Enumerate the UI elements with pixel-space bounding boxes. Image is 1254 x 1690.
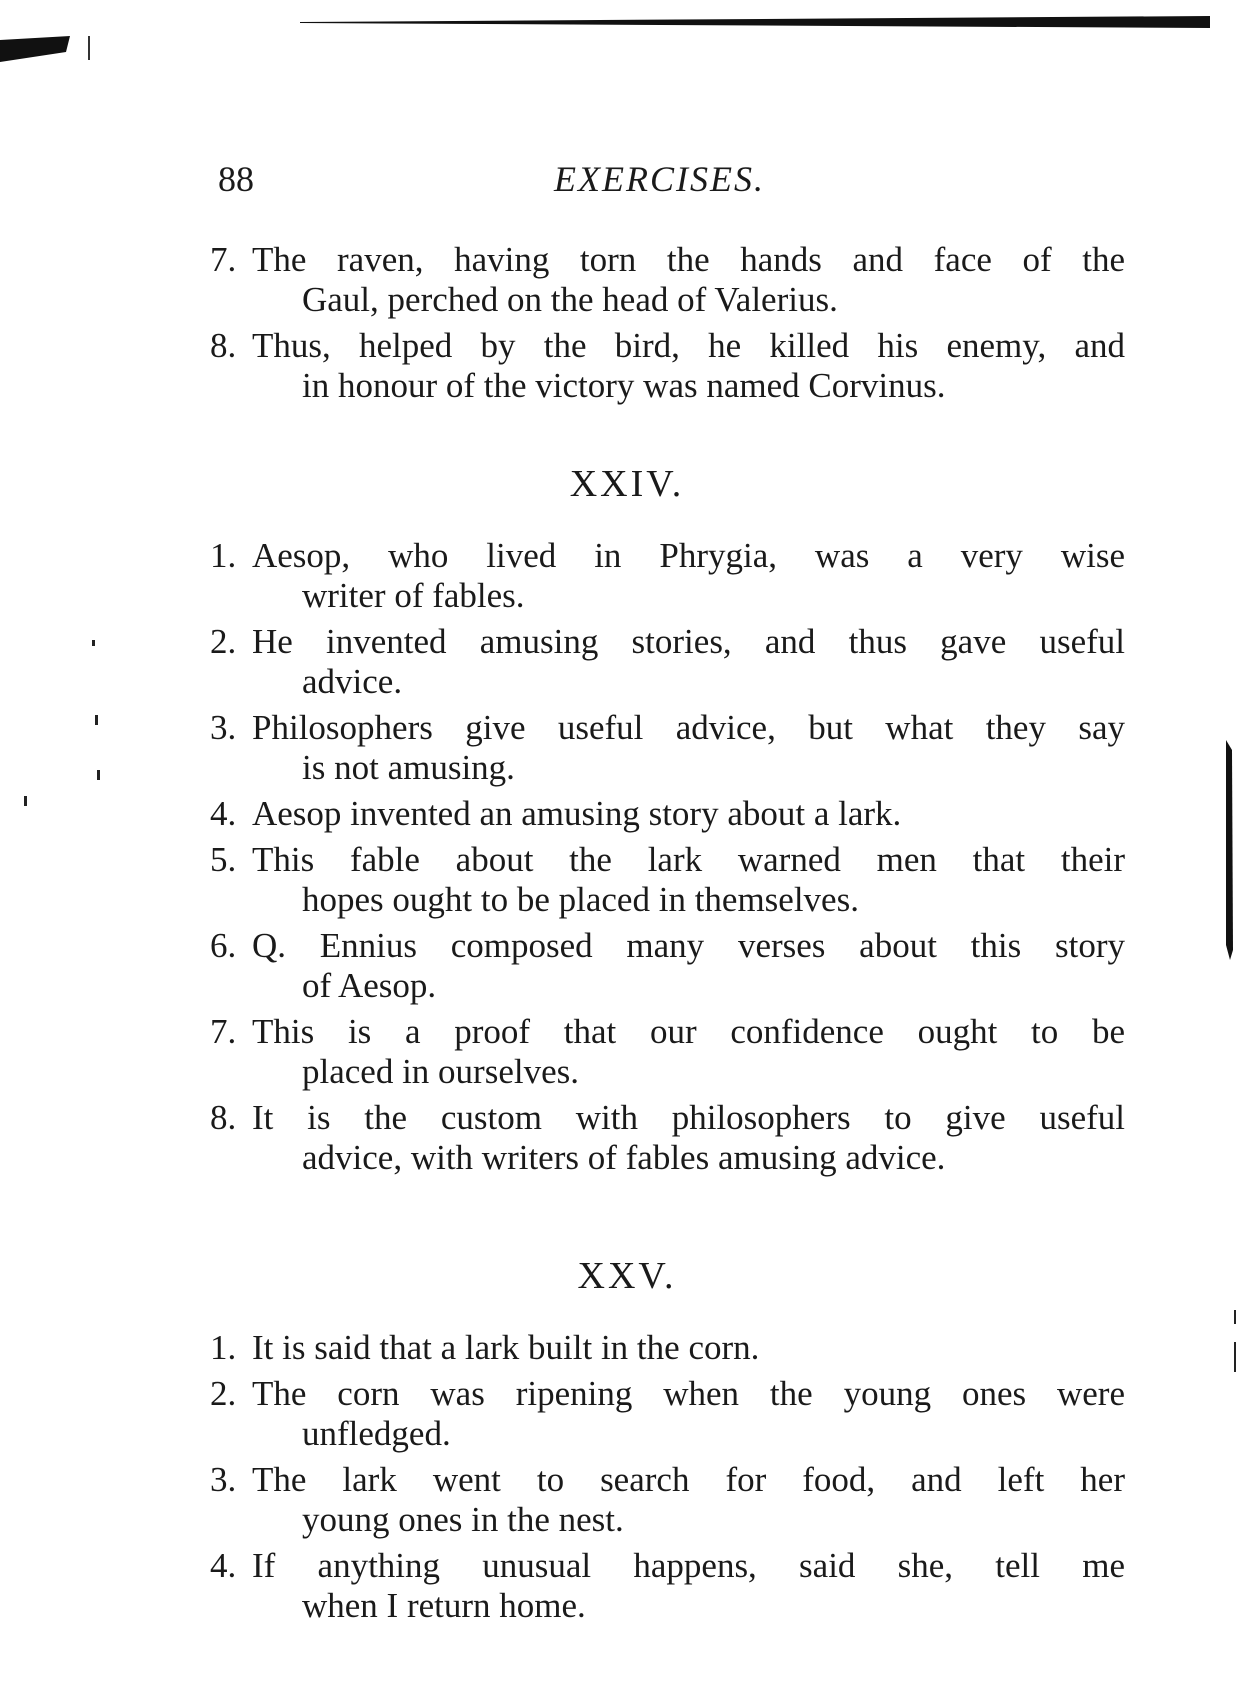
item-line-continued: when I return home. — [302, 1586, 586, 1625]
exercise-item — [210, 1546, 1125, 1626]
page-header — [218, 158, 1118, 208]
item-line: This fable about the lark warned men that their — [252, 840, 1125, 879]
exercise-list-xxiv — [210, 536, 1125, 1184]
item-line: Q. Ennius composed many verses about this story — [252, 926, 1125, 965]
item-line: He invented amusing stories, and thus gave useful — [252, 622, 1125, 661]
item-text — [252, 1460, 1125, 1540]
item-text — [252, 1546, 1125, 1626]
item-text — [252, 536, 1125, 616]
scan-margin-bar — [1224, 740, 1234, 960]
item-line-continued: is not amusing. — [302, 748, 515, 787]
item-text — [252, 840, 1125, 920]
item-number: 1. — [210, 1328, 237, 1367]
item-number: 2. — [210, 1374, 237, 1413]
item-line: If anything unusual happens, said she, tell me — [252, 1546, 1125, 1585]
item-number: 6. — [210, 926, 237, 965]
scan-margin-tick — [24, 796, 27, 806]
exercise-item — [210, 536, 1125, 616]
item-line-continued: in honour of the victory was named Corvinus. — [302, 366, 946, 405]
continued-exercise-list — [210, 240, 1125, 412]
item-number: 8. — [210, 326, 237, 365]
exercise-list-xxv — [210, 1328, 1125, 1632]
item-text — [252, 1012, 1125, 1092]
exercise-item — [210, 1012, 1125, 1092]
exercise-item — [210, 1328, 1125, 1368]
item-line: The raven, having torn the hands and face of the — [252, 240, 1125, 279]
running-title: EXERCISES. — [554, 159, 765, 199]
item-number: 8. — [210, 1098, 237, 1137]
scan-margin-tick — [97, 770, 100, 780]
item-line-continued: Gaul, perched on the head of Valerius. — [302, 280, 838, 319]
item-number: 4. — [210, 794, 237, 833]
item-number: 5. — [210, 840, 237, 879]
item-number: 3. — [210, 708, 237, 747]
item-number: 1. — [210, 536, 237, 575]
item-text — [252, 794, 1125, 834]
item-text — [252, 1328, 1125, 1368]
exercise-item — [210, 1374, 1125, 1454]
item-line: Aesop invented an amusing story about a lark. — [252, 794, 902, 833]
scan-corner-mark — [0, 34, 100, 84]
section-heading-xxv: XXV. — [577, 1255, 677, 1297]
scan-margin-tick — [1234, 1342, 1236, 1372]
item-line-continued: advice, with writers of fables amusing advice. — [302, 1138, 946, 1177]
exercise-item — [210, 1098, 1125, 1178]
scan-margin-tick — [1234, 1310, 1236, 1324]
item-line-continued: placed in ourselves. — [302, 1052, 579, 1091]
item-line-continued: hopes ought to be placed in themselves. — [302, 880, 859, 919]
exercise-item — [210, 794, 1125, 834]
item-number: 3. — [210, 1460, 237, 1499]
item-line: Philosophers give useful advice, but what they say — [252, 708, 1125, 747]
exercise-item — [210, 240, 1125, 320]
item-line: Aesop, who lived in Phrygia, was a very wise — [252, 536, 1125, 575]
item-text — [252, 926, 1125, 1006]
exercise-item — [210, 708, 1125, 788]
item-line: It is said that a lark built in the corn. — [252, 1328, 760, 1367]
item-line: The corn was ripening when the young ones were — [252, 1374, 1125, 1413]
item-line: The lark went to search for food, and left her — [252, 1460, 1125, 1499]
item-number: 4. — [210, 1546, 237, 1585]
item-text — [252, 326, 1125, 406]
exercise-item — [210, 326, 1125, 406]
item-text — [252, 240, 1125, 320]
exercise-item — [210, 1460, 1125, 1540]
item-line-continued: advice. — [302, 662, 403, 701]
item-line-continued: young ones in the nest. — [302, 1500, 624, 1539]
page-number: 88 — [218, 159, 254, 199]
exercise-item — [210, 622, 1125, 702]
exercise-item — [210, 840, 1125, 920]
item-number: 7. — [210, 240, 237, 279]
item-text — [252, 622, 1125, 702]
item-line: It is the custom with philosophers to give useful — [252, 1098, 1125, 1137]
item-text — [252, 1374, 1125, 1454]
item-number: 7. — [210, 1012, 237, 1051]
item-line: This is a proof that our confidence ought to be — [252, 1012, 1125, 1051]
item-line-continued: writer of fables. — [302, 576, 525, 615]
section-heading-xxiv: XXIV. — [569, 463, 685, 505]
item-line: Thus, helped by the bird, he killed his enemy, and — [252, 326, 1125, 365]
scan-margin-tick — [92, 640, 95, 646]
item-text — [252, 1098, 1125, 1178]
item-line-continued: unfledged. — [302, 1414, 451, 1453]
exercise-item — [210, 926, 1125, 1006]
top-border-rule — [300, 16, 1210, 28]
item-text — [252, 708, 1125, 788]
item-number: 2. — [210, 622, 237, 661]
item-line-continued: of Aesop. — [302, 966, 437, 1005]
scan-margin-tick — [95, 715, 98, 725]
